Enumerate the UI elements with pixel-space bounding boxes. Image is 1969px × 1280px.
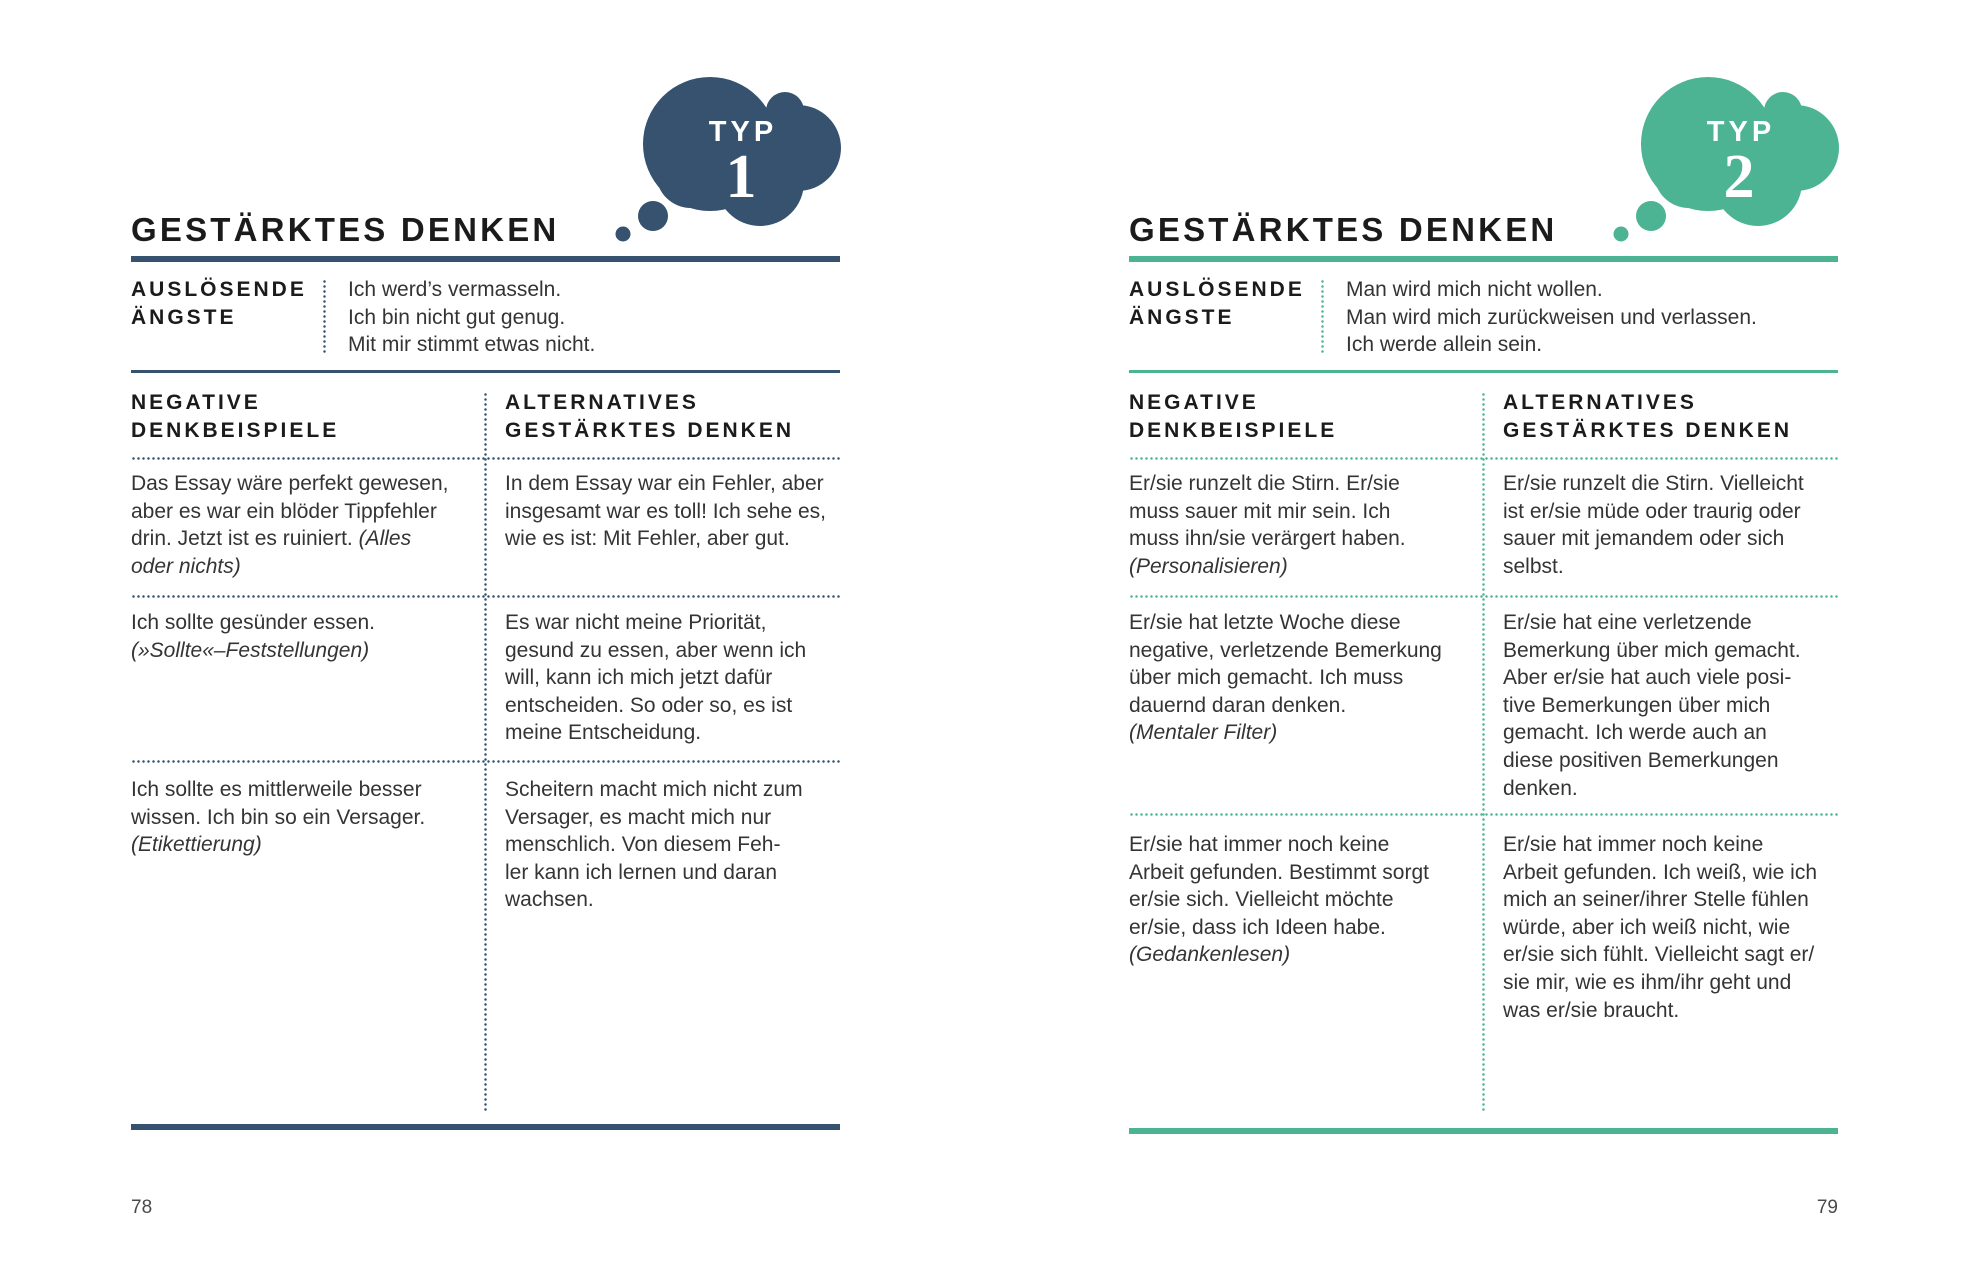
fear-line: Mit mir stimmt etwas nicht.: [348, 333, 596, 357]
text-line: dauernd daran denken.: [1129, 693, 1347, 717]
triggers-label: [131, 276, 307, 331]
triggers-label-line: AUSLÖSENDE: [1129, 278, 1305, 301]
triggers-label: [1129, 276, 1305, 331]
badge-label: TYP: [708, 116, 778, 148]
text-line: Er/sie hat letzte Woche diese: [1129, 611, 1401, 634]
fear-line: Man wird mich zurückweisen und verlassen.: [1346, 305, 1757, 329]
text-line: aber es war ein blöder Tippfehler: [131, 499, 437, 523]
typ-badge: [1599, 60, 1849, 250]
text-line: menschlich. Von diesem Feh-: [505, 833, 781, 857]
triggers-divider: [1321, 279, 1324, 355]
text-line: er/sie, dass ich Ideen habe.: [1129, 915, 1386, 939]
text-line: Ich sollte gesünder essen.: [131, 611, 375, 634]
thought-bubble-large: [1636, 201, 1666, 231]
triggers-label-line: ÄNGSTE: [1129, 305, 1235, 329]
text-line: diese positiven Bemerkungen: [1503, 748, 1779, 772]
fear-line: Man wird mich nicht wollen.: [1346, 278, 1603, 301]
text-line: er/sie sich fühlt. Vielleicht sagt er/: [1503, 943, 1815, 967]
trigger-fears: [1346, 276, 1757, 359]
bottom-rule: [131, 1124, 840, 1130]
text-line: ler kann ich lernen und daran: [505, 860, 778, 884]
alternative-thought: [505, 609, 806, 747]
page-left: [131, 0, 840, 1280]
page-number: 78: [131, 1197, 153, 1218]
row-divider: [131, 760, 840, 763]
column-header-line: ALTERNATIVES: [505, 391, 699, 414]
column-header-line: ALTERNATIVES: [1503, 391, 1697, 414]
row-divider: [1129, 457, 1838, 460]
trigger-fears: [348, 276, 595, 359]
fear-line: Ich werde allein sein.: [1346, 333, 1543, 357]
negative-example: [1129, 609, 1442, 747]
typ-badge: [601, 60, 851, 250]
text-line: Versager, es macht mich nur: [505, 805, 772, 829]
alternative-thought: [1503, 831, 1817, 1024]
bottom-rule: [1129, 1128, 1838, 1134]
text-line: Scheitern macht mich nicht zum: [505, 778, 803, 801]
fear-line: Ich bin nicht gut genug.: [348, 305, 566, 329]
triggers-label-line: ÄNGSTE: [131, 305, 237, 329]
alternative-thought: [1503, 609, 1801, 802]
distortion-label: oder nichts): [131, 554, 241, 578]
text-line: In dem Essay war ein Fehler, aber: [505, 472, 824, 495]
page-right: [1129, 0, 1838, 1280]
title-rule: [131, 256, 840, 262]
text-line: denken.: [1503, 776, 1578, 800]
distortion-label: (Gedankenlesen): [1129, 943, 1291, 967]
negative-example: [1129, 831, 1429, 969]
text-line: Er/sie runzelt die Stirn. Vielleicht: [1503, 472, 1804, 495]
badge-label: TYP: [1706, 116, 1776, 148]
text-line: Er/sie hat immer noch keine: [1503, 833, 1764, 856]
text-line: was er/sie braucht.: [1503, 998, 1680, 1022]
text-line: [131, 525, 448, 553]
title-rule: [1129, 256, 1838, 262]
page-number: 79: [1816, 1197, 1838, 1218]
column-divider: [484, 392, 487, 1112]
text-line: gesund zu essen, aber wenn ich: [505, 638, 807, 662]
section-rule: [131, 370, 840, 373]
negative-example: [1129, 470, 1406, 580]
distortion-label: (»Sollte«–Feststellungen): [131, 638, 370, 662]
text-line: Ich sollte es mittlerweile besser: [131, 778, 422, 801]
text-line: er/sie sich. Vielleicht möchte: [1129, 888, 1394, 912]
row-divider: [1129, 595, 1838, 598]
negative-example: [131, 776, 425, 859]
text-line: ist er/sie müde oder traurig oder: [1503, 499, 1801, 523]
triggers-divider: [323, 279, 326, 355]
text-line: Arbeit gefunden. Bestimmt sorgt: [1129, 860, 1429, 884]
column-header-alternative: [505, 389, 794, 444]
text-line: selbst.: [1503, 554, 1564, 578]
triggers-label-line: AUSLÖSENDE: [131, 278, 307, 301]
negative-example: [131, 470, 448, 580]
text-line: Er/sie runzelt die Stirn. Er/sie: [1129, 472, 1400, 495]
badge-number: 2: [1723, 143, 1755, 211]
fear-line: Ich werd’s vermasseln.: [348, 278, 562, 301]
distortion-label: (Alles: [358, 527, 412, 551]
text-line: gemacht. Ich werde auch an: [1503, 721, 1767, 745]
column-header-line: NEGATIVE: [1129, 391, 1259, 414]
column-header-negative: [1129, 389, 1337, 444]
text-line: muss ihn/sie verärgert haben.: [1129, 527, 1406, 551]
text-line: entscheiden. So oder so, es ist: [505, 693, 793, 717]
text-line: Es war nicht meine Priorität,: [505, 611, 767, 634]
column-header-negative: [131, 389, 339, 444]
text-line: Bemerkung über mich gemacht.: [1503, 638, 1801, 662]
alternative-thought: [1503, 470, 1804, 580]
text-line: Er/sie hat immer noch keine: [1129, 833, 1390, 856]
text-line: Das Essay wäre perfekt gewesen,: [131, 472, 449, 495]
column-header-line: GESTÄRKTES DENKEN: [1503, 418, 1793, 442]
distortion-label: (Etikettierung): [131, 833, 262, 857]
text-segment: drin. Jetzt ist es ruiniert.: [131, 527, 353, 551]
text-line: negative, verletzende Bemerkung: [1129, 638, 1442, 662]
column-header-line: NEGATIVE: [131, 391, 261, 414]
text-line: wachsen.: [505, 888, 594, 912]
row-divider: [1129, 813, 1838, 816]
section-rule: [1129, 370, 1838, 373]
thought-bubble-large: [638, 201, 668, 231]
text-line: Er/sie hat eine verletzende: [1503, 611, 1752, 634]
text-line: will, kann ich mich jetzt dafür: [505, 666, 773, 690]
text-line: muss sauer mit mir sein. Ich: [1129, 499, 1391, 523]
thought-bubble-small: [616, 227, 631, 242]
column-divider: [1482, 392, 1485, 1112]
row-divider: [131, 457, 840, 460]
column-header-alternative: [1503, 389, 1792, 444]
text-line: mich an seiner/ihrer Stelle fühlen: [1503, 888, 1809, 912]
text-line: sauer mit jemandem oder sich: [1503, 527, 1785, 551]
column-header-line: DENKBEISPIELE: [131, 418, 340, 442]
text-line: Arbeit gefunden. Ich weiß, wie ich: [1503, 860, 1817, 884]
text-line: sie mir, wie es ihm/ihr geht und: [1503, 970, 1792, 994]
column-header-line: DENKBEISPIELE: [1129, 418, 1338, 442]
text-line: insgesamt war es toll! Ich sehe es,: [505, 499, 826, 523]
text-line: über mich gemacht. Ich muss: [1129, 666, 1404, 690]
distortion-label: (Mentaler Filter): [1129, 721, 1278, 745]
negative-example: [131, 609, 375, 664]
thought-bubble-small: [1614, 227, 1629, 242]
badge-number: 1: [725, 143, 757, 211]
text-line: Aber er/sie hat auch viele posi-: [1503, 666, 1792, 690]
text-line: wie es ist: Mit Fehler, aber gut.: [505, 527, 790, 551]
page-title: GESTÄRKTES DENKEN: [131, 211, 560, 248]
text-line: würde, aber ich weiß nicht, wie: [1503, 915, 1791, 939]
page-title: GESTÄRKTES DENKEN: [1129, 211, 1558, 248]
alternative-thought: [505, 776, 803, 914]
text-line: meine Entscheidung.: [505, 721, 702, 745]
distortion-label: (Personalisieren): [1129, 554, 1288, 578]
text-line: tive Bemerkungen über mich: [1503, 693, 1771, 717]
column-header-line: GESTÄRKTES DENKEN: [505, 418, 795, 442]
alternative-thought: [505, 470, 826, 553]
row-divider: [131, 595, 840, 598]
text-line: wissen. Ich bin so ein Versager.: [131, 805, 426, 829]
